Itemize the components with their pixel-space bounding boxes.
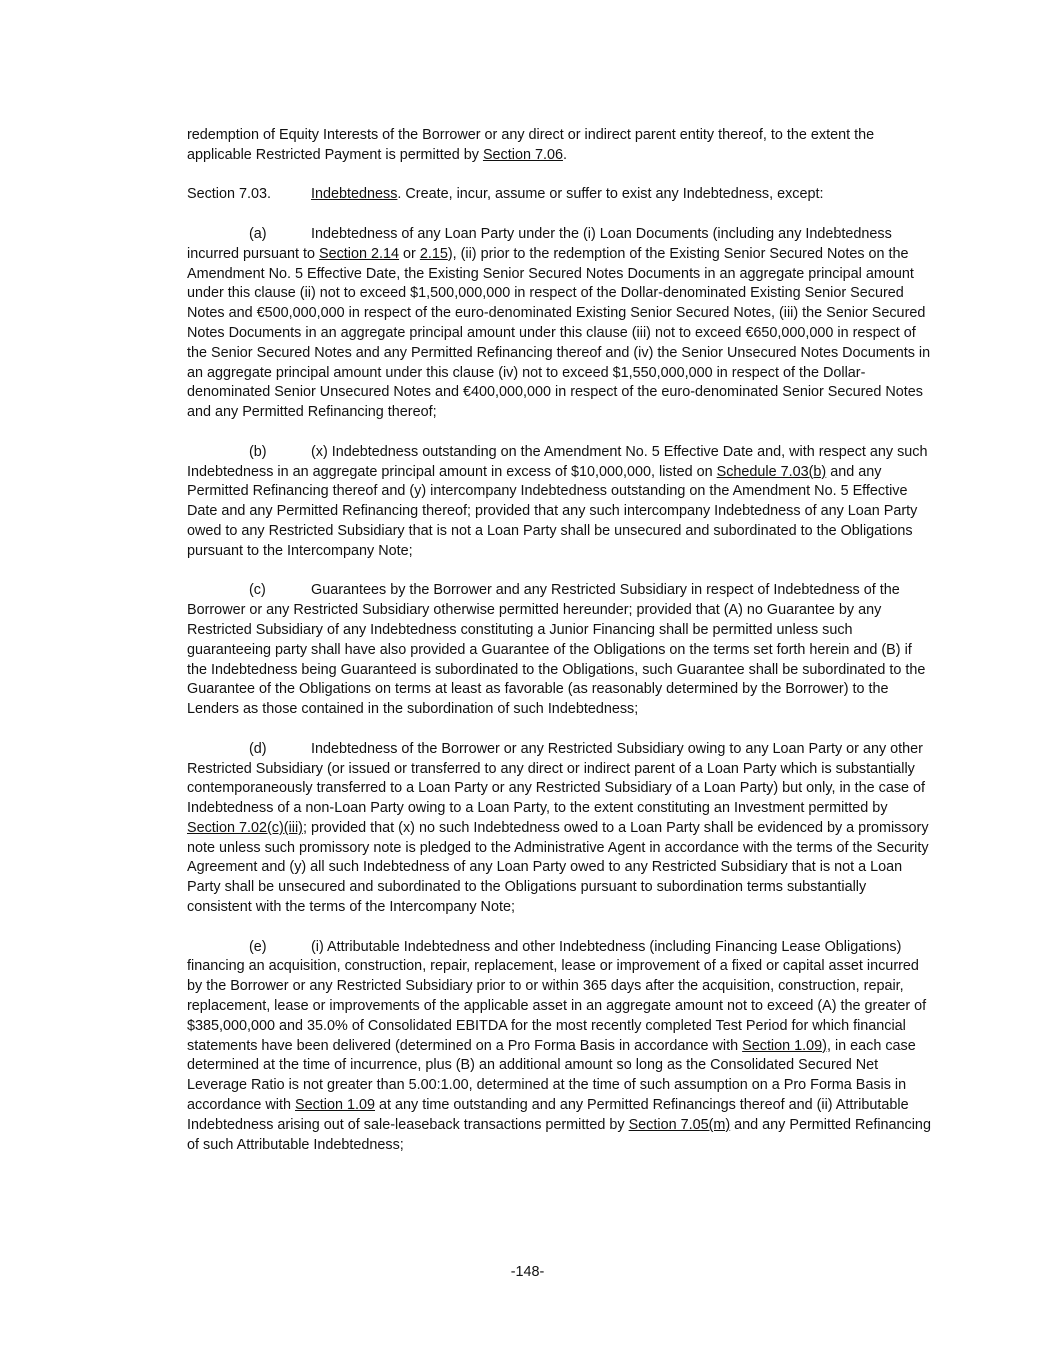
clause-label: (d) [249, 740, 267, 757]
schedule-reference: Schedule 7.03(b) [716, 463, 827, 480]
clause-label: (a) [249, 225, 267, 242]
section-reference: Section 7.05(m) [628, 1116, 731, 1133]
section-title: Indebtedness [311, 186, 398, 203]
clause-a: (a) Indebtedness of any Loan Party under the (i) Loan Documents (including any Indebtedness incurred pursuant to Section 2.14 or 2.15), (ii) prior to the redemption of the Existing Senior Secured Notes on the Amendment No. 5 Effective Date, the Existing Senior Secured Notes Documents in an aggregate principal amount under this clause (ii) not to exceed $1,500,000,000 in respect of the Dollar-denominated Existing Senior Secured Notes and €500,000,000 in respect of the euro-denominated Existing Senior Secured Notes, (iii) the Senior Secured Notes Documents in an aggregate principal amount under this clause (iii) not to exceed €650,000,000 in respect of the Senior Secured Notes and any Permitted Refinancing thereof and (iv) the Senior Unsecured Notes Documents in an aggregate principal amount under this clause (iv) not to exceed $1,550,000,000 in respect of the Dollar-denominated Senior Unsecured Notes and €400,000,000 in respect of the euro-denominated Senior Secured Notes and any Permitted Refinancing thereof; [187, 225, 931, 421]
section-heading: Section 7.03. Indebtedness. Create, incur, assume or suffer to exist any Indebtedness, except: [187, 185, 931, 205]
section-number: Section 7.03. [187, 186, 272, 203]
intro-paragraph: redemption of Equity Interests of the Borrower or any direct or indirect parent entity thereof, to the extent the applicable Restricted Payment is permitted by Section 7.06. [187, 127, 875, 163]
clause-c: (c) Guarantees by the Borrower and any Restricted Subsidiary in respect of Indebtedness of the Borrower or any Restricted Subsidiary otherwise permitted hereunder; provided that (A) no Guarantee by any Restricted Subsidiary of any Indebtedness constituting a Junior Financing shall be permitted unless such guaranteeing party shall have also provided a Guarantee of the Obligations on the terms set forth herein and (B) if the Indebtedness being Guaranteed is subordinated to the Obligations, such Guarantee shall be subordinated to the Guarantee of the Obligations on terms at least as favorable (as reasonably determined by the Borrower) to the Lenders as those contained in the subordination of such Indebtedness; [187, 582, 926, 718]
clause-label: (b) [249, 443, 267, 460]
section-reference: Section 7.06 [482, 146, 563, 163]
clause-d: (d) Indebtedness of the Borrower or any Restricted Subsidiary owing to any Loan Party or any other Restricted Subsidiary (or issued or transferred to any direct or indirect parent of a Loan Party which is substantially contemporaneously transferred to a Loan Party or any Restricted Subsidiary of a Loan Party) but only, in the case of Indebtedness of a non-Loan Party owing to a Loan Party, to the extent constituting an Investment permitted by Section 7.02(c)(iii); provided that (x) no such Indebtedness owed to a Loan Party shall be evidenced by a promissory note unless such promissory note is pledged to the Administrative Agent in accordance with the terms of the Security Agreement and (y) all such Indebtedness of any Loan Party owed to any Restricted Subsidiary that is not a Loan Party shall be unsecured and subordinated to the Obligations pursuant to subordination terms substantially consistent with the terms of the Intercompany Note; [187, 740, 929, 916]
section-reference: Section 1.09) [742, 1037, 827, 1054]
section-reference: 2.15 [419, 245, 448, 262]
section-reference: Section 2.14 [319, 245, 400, 262]
clause-label: (e) [249, 938, 267, 955]
clause-label: (c) [249, 582, 266, 599]
clause-e: (e) (i) Attributable Indebtedness and other Indebtedness (including Financing Lease Obligations) financing an acquisition, construction, repair, replacement, lease or improvement of a fixed or capital asset incurred by the Borrower or any Restricted Subsidiary prior to or within 365 days after the acquisition, construction, repair, replacement, lease or improvements of the applicable asset in an aggregate amount not to exceed (A) the greater of $385,000,000 and 35.0% of Consolidated EBITDA for the most recently completed Test Period for which financial statements have been delivered (determined on a Pro Forma Basis in accordance with Section 1.09), in each case determined at the time of incurrence, plus (B) an additional amount so long as the Consolidated Secured Net Leverage Ratio is not greater than 5.00:1.00, determined at the time of such assumption on a Pro Forma Basis in accordance with Section 1.09 at any time outstanding and any Permitted Refinancings thereof and (ii) Attributable Indebtedness arising out of sale-leaseback transactions permitted by Section 7.05(m) and any Permitted Refinancing of such Attributable Indebtedness; [187, 938, 931, 1153]
section-reference: Section 7.02(c)(iii) [187, 819, 303, 836]
section-reference: Section 1.09 [295, 1097, 376, 1114]
clause-b: (b) (x) Indebtedness outstanding on the Amendment No. 5 Effective Date and, with respect any such Indebtedness in an aggregate principal amount in excess of $10,000,000, listed on Schedule 7.03(b) and any Permitted Refinancing thereof and (y) intercompany Indebtedness outstanding on the Amendment No. 5 Effective Date and any Permitted Refinancing thereof; provided that any such intercompany Indebtedness of any Loan Party owed to any Restricted Subsidiary that is not a Loan Party shall be unsecured and subordinated to the Obligations pursuant to the Intercompany Note; [187, 443, 928, 559]
page-number: -148- [510, 1264, 545, 1280]
document-page [187, 126, 931, 1175]
